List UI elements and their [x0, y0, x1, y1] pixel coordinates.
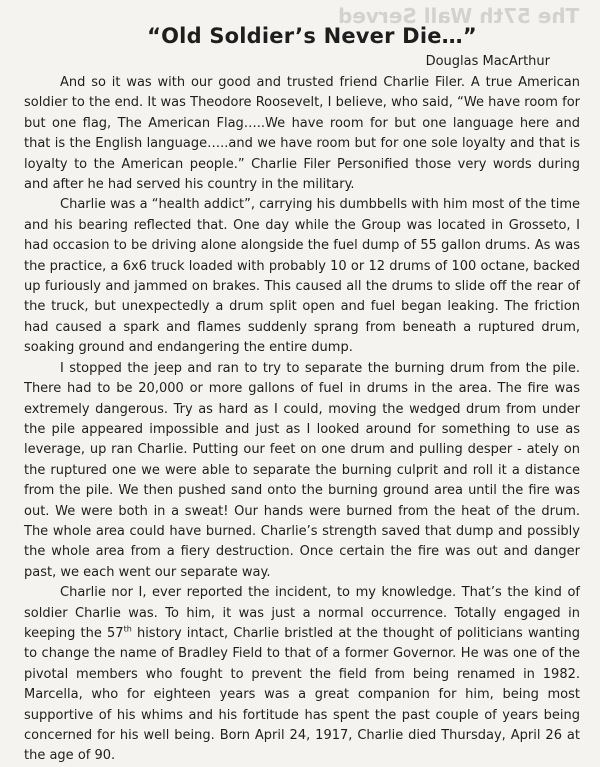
quote-attribution: Douglas MacArthur [425, 54, 550, 69]
ordinal-suffix: th [123, 624, 132, 634]
paragraph-4-start: Charlie nor I, ever reported the incident, to my knowledge. That’s the kind of soldier Charlie was. To him, it was just a normal occurrence. Totally engaged in keeping the 57 [24, 585, 580, 641]
article [24, 22, 580, 767]
paragraph-4-end: history intact, Charlie bristled at the thought of politicians wanting to change the name of Bradley Field to that of a former Governor. He was one of the pivotal members who fought to prevent the field from being renamed in 1982. Marcella, who for eighteen years was a great companion for him, being most supportive of his whims and his fortitude has spent the past couple of years being concerned for his well being. Born April 24, 1917, Charlie died Thursday, April 26 at the age of 90. [24, 625, 580, 764]
reverse-side-title: The 57th Wall Served [338, 4, 580, 28]
paragraph-1: And so it was with our good and trusted friend Charlie Filer. A true American soldier to the end. It was Theodore Roosevelt, I believe, who said, “We have room for but one flag, The American Flag…..We have room for but one language here and that is the English language…..and we have room but for one sole loyalty and that is loyalty to the American people.” Charlie Filer Personified those very words during and after he had served his country in the military. [24, 75, 580, 193]
paragraph-2: Charlie was a “health addict”, carrying his dumbbells with him most of the time and his bearing reflected that. One day while the Group was located in Grosseto, I had occasion to be driving alone alongside the fuel dump of 55 gallon drums. As was the practice, a 6x6 truck loaded with probably 10 or 12 drums of 100 octane, backed up furiously and jammed on brakes. This caused all the drums to slide off the rear of the truck, but unexpectedly a drum split open and fuel began leaking. The friction had caused a spark and flames suddenly sprang from beneath a ruptured drum, soaking ground and endangering the entire dump. [24, 197, 580, 356]
paragraph-4 [24, 583, 580, 767]
article-title: “Old Soldier’s Never Die…” [147, 24, 477, 48]
paragraph-3: I stopped the jeep and ran to try to separate the burning drum from the pile. There had to be 20,000 or more gallons of fuel in drums in the area. The fire was extremely dangerous. Try as hard as I could, moving the wedged drum from under the pile appeared impossible and just as I looked around for something to use as leverage, up ran Charlie. Putting our feet on one drum and pulling desper - ately on the ruptured one we were able to separate the burning culprit and roll it a distance from the pile. We then pushed sand onto the burning ground area until the fire was out. We were both in a sweat! Our hands were burned from the heat of the drum. The whole area could have burned. Charlie’s strength saved that dump and possibly the whole area from a fiery destruction. Once certain the fire was out and danger past, we each went our separate way. [24, 360, 580, 580]
